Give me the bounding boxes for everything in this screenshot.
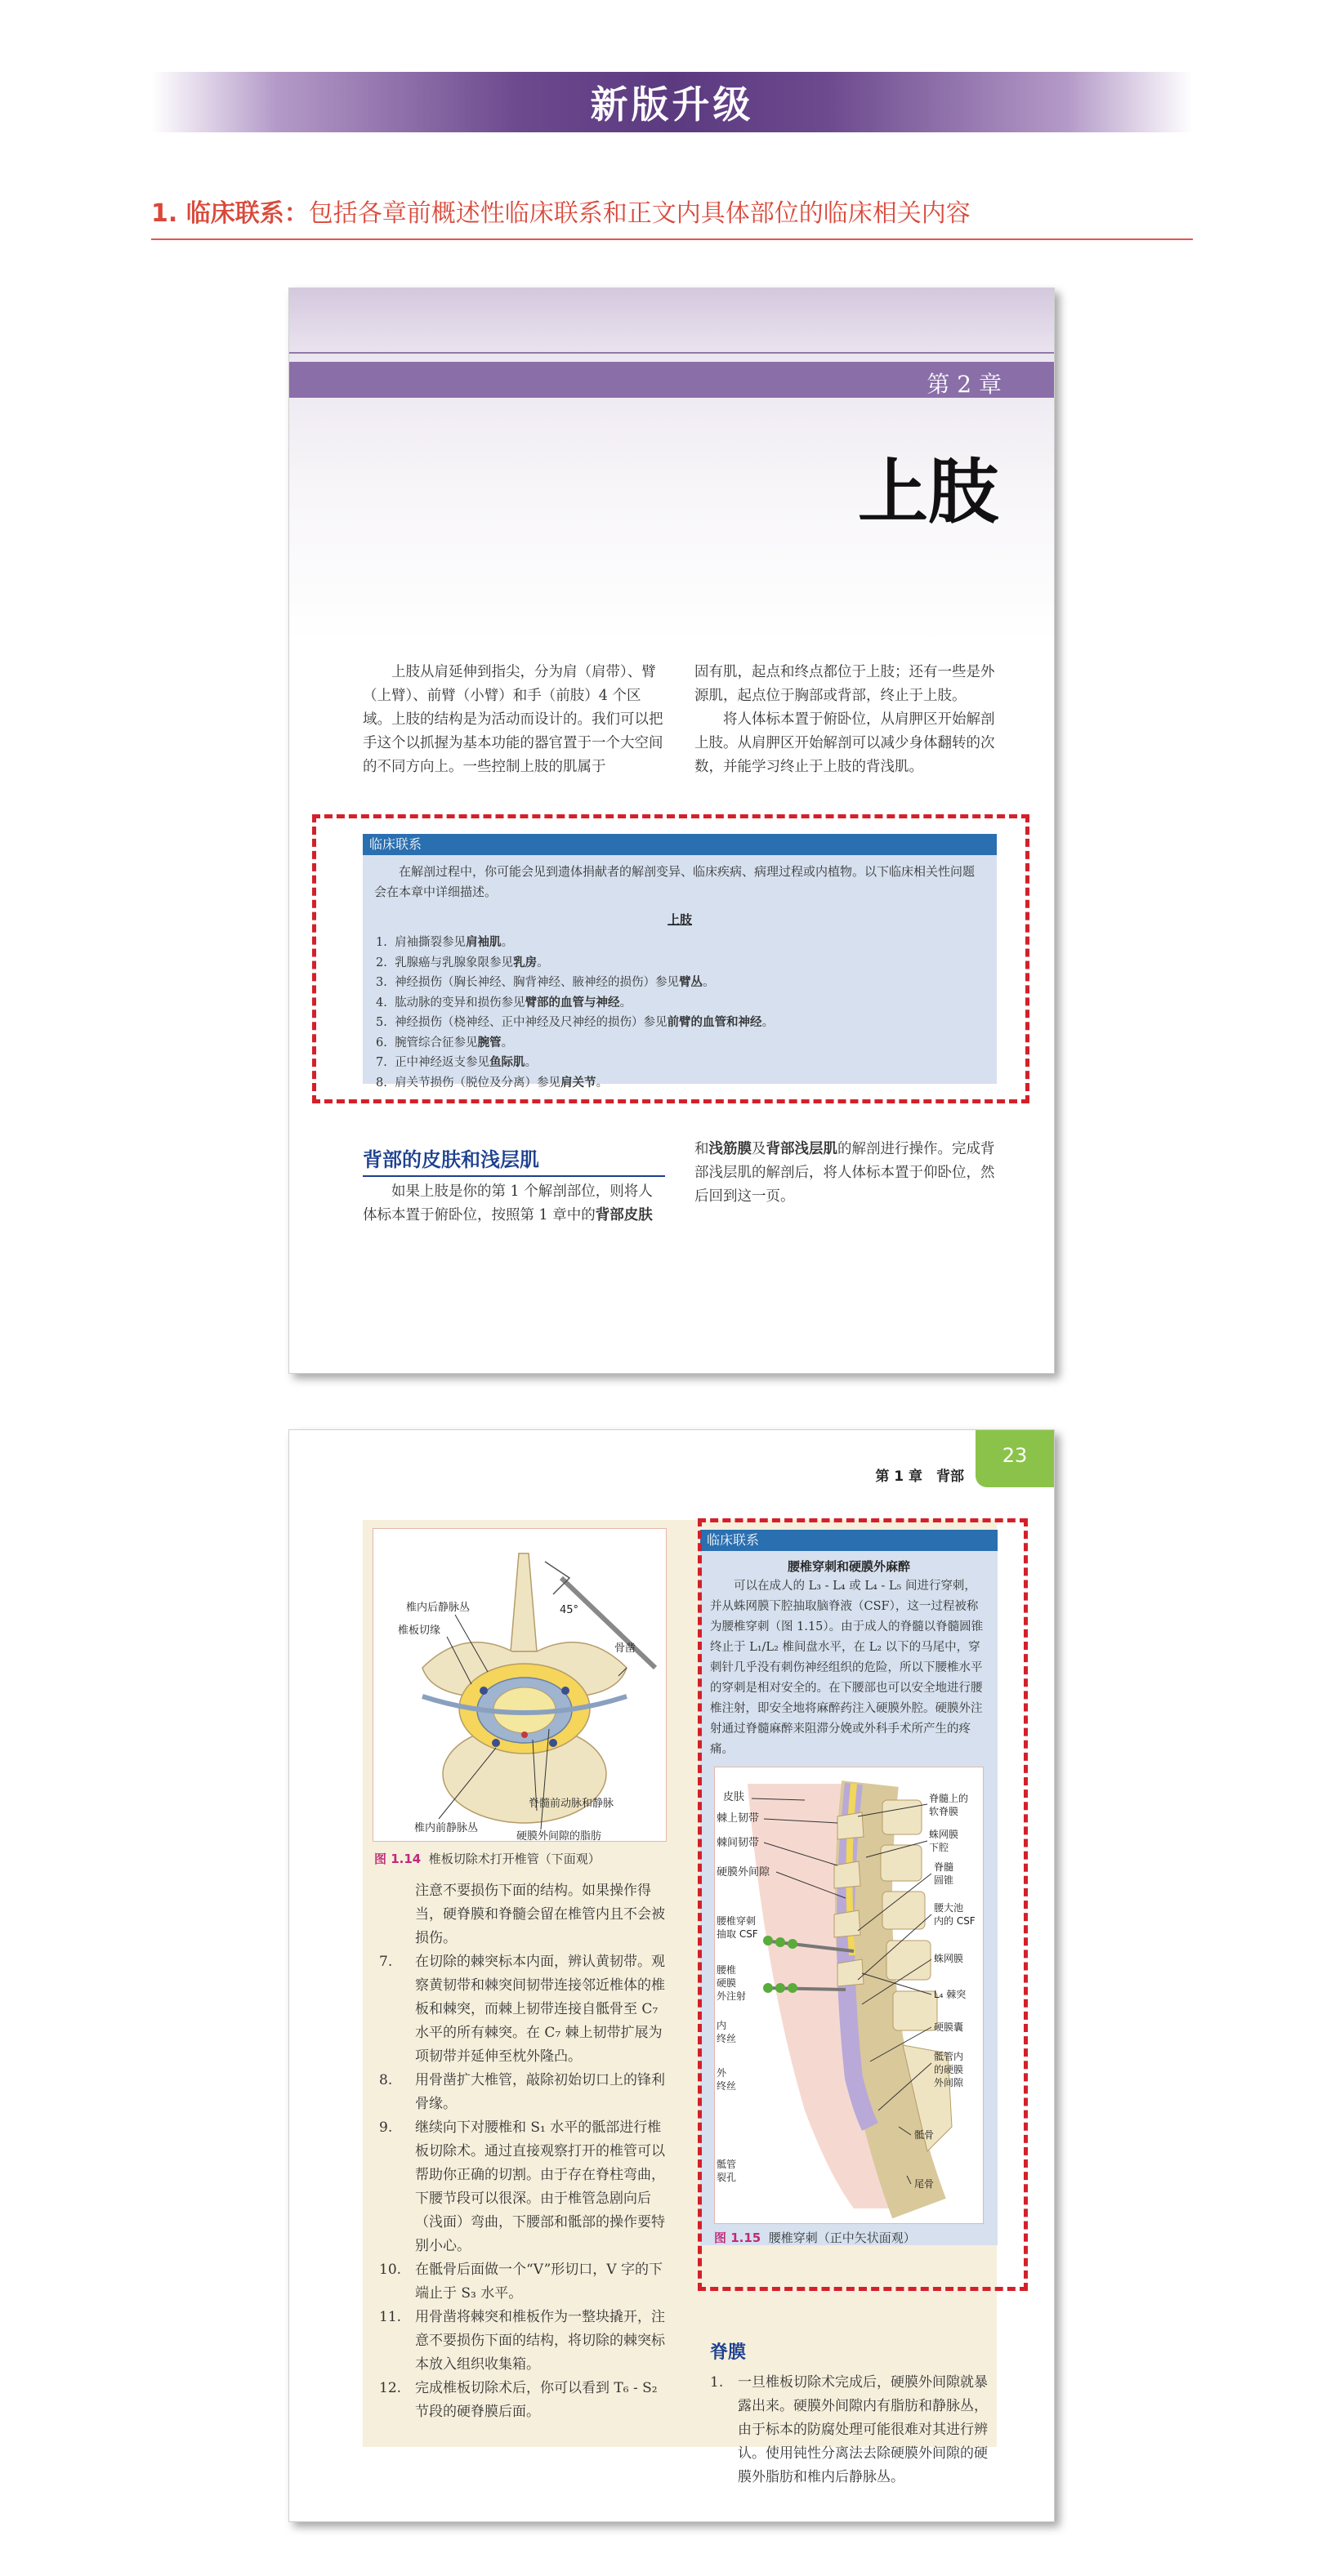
fig114-label: 椎板切缘	[398, 1624, 441, 1637]
section-description: 包括各章前概述性临床联系和正文内具体部位的临床相关内容	[308, 199, 971, 228]
fig115-label: 蛛网膜	[934, 1953, 964, 1964]
list-item: 8. 肩关节损伤（脱位及分离）参见肩关节。	[376, 1075, 609, 1090]
running-head: 第 1 章 背部	[875, 1468, 964, 1485]
figure-1-14-caption: 图 1.14 椎板切除术打开椎管（下面观）	[374, 1852, 601, 1866]
list-item: 8. 用骨凿扩大椎管，敲除初始切口上的锋利骨缘。	[379, 2072, 665, 2112]
list-item: 3. 神经损伤（胸长神经、胸背神经、腋神经的损伤）参见臂丛。	[376, 975, 715, 989]
section-heading	[151, 193, 1193, 240]
fig115-label: 腰椎	[717, 1964, 737, 1976]
fig115-label: 脊髓上的	[929, 1793, 969, 1804]
list-item: 9. 继续向下对腰椎和 S₁ 水平的骶部进行椎板切除术。通过直接观察打开的椎管可以帮助你正确的切割。由于存在脊柱弯曲，下腰节段可以很深。由于椎管急剧向后（浅面）弯曲，下腰部和骶部的操作要特别小心。	[379, 2119, 665, 2254]
fig114-label: 椎内前静脉丛	[414, 1822, 479, 1834]
body-left-text: 如果上肢是你的第 1 个解剖部位，则将人体标本置于俯卧位，按照第 1 章中的背部皮肤	[363, 1183, 653, 1223]
fig114-label: 脊髓前动脉和静脉	[529, 1798, 614, 1810]
fig115-label: 外注射	[717, 1990, 747, 2002]
fig114-label: 骨凿	[614, 1642, 636, 1655]
fig115-label: 内的 CSF	[934, 1915, 976, 1927]
fig114-label: 硬膜外间隙的脂肪	[516, 1830, 602, 1843]
page-number-tab: 23	[976, 1430, 1054, 1487]
fig115-label: 蛛网膜	[929, 1829, 959, 1840]
fig115-label: 硬膜囊	[934, 2021, 964, 2033]
fig115-label: 外	[717, 2067, 727, 2079]
list-item: 4. 肱动脉的变异和损伤参见臂部的血管与神经。	[376, 995, 632, 1009]
clinical-correlation-box	[363, 834, 997, 1090]
section-number: 1. 临床联系：	[151, 199, 309, 228]
list-item: 12. 完成椎板切除术后，你可以看到 T₆ - S₂ 节段的硬脊膜后面。	[379, 2380, 658, 2420]
figure-1-14	[373, 1528, 667, 1842]
fig115-label: 下腔	[929, 1842, 949, 1853]
fig114-label: 45°	[560, 1604, 579, 1616]
body-left-column	[363, 1180, 665, 1228]
fig115-label: 皮肤	[723, 1791, 745, 1803]
fig115-label: 的硬膜	[934, 2064, 964, 2075]
section-title-back-skin: 背部的皮肤和浅层肌	[363, 1143, 665, 1177]
fig115-label: 腰椎穿刺	[717, 1915, 757, 1927]
fig115-label: 硬膜外间隙	[717, 1866, 770, 1879]
fig115-label: 硬膜	[717, 1977, 737, 1989]
clinical-subtitle: 上肢	[667, 912, 692, 927]
list-item: 7. 正中神经返支参见鱼际肌。	[376, 1055, 538, 1069]
fig115-label: 终丝	[717, 2033, 737, 2044]
fig115-label: 终丝	[717, 2080, 737, 2092]
clinical-header: 临床联系	[363, 834, 997, 855]
fig115-label: 圆锥	[934, 1874, 954, 1886]
intro-left-text: 上肢从肩延伸到指尖，分为肩（肩带）、臂（上臂）、前臂（小臂）和手（前肢）4 个区域。上肢的结构是为活动而设计的。我们可以把手这个以抓握为基本功能的器官置于一个大空间的不同方向上。一些控制上肢的肌属于	[363, 664, 663, 775]
list-item: 6. 腕管综合征参见腕管。	[376, 1035, 514, 1050]
list-item: 10. 在骶骨后面做一个“V”形切口，V 字的下端止于 S₃ 水平。	[379, 2262, 663, 2302]
clinical-intro: 在解剖过程中，你可能会见到遗体捐献者的解剖变异、临床疾病、病理过程或内植物。以下临床相关性问题会在本章中详细描述。	[374, 864, 976, 899]
sample-page-23	[288, 1429, 1055, 2522]
clinical-title: 腰椎穿刺和硬膜外麻醉	[787, 1559, 910, 1574]
section-title-meninges: 脊膜	[710, 2342, 747, 2363]
banner-title: 新版升级	[590, 82, 754, 127]
intro-right-column	[694, 661, 997, 779]
fig115-label: L₄ 棘突	[934, 1989, 967, 2000]
fig115-label: 脊髓	[934, 1861, 954, 1873]
chapter-number: 第 2 章	[927, 371, 1002, 398]
upgrade-banner	[151, 72, 1193, 132]
meninges-text: 1. 一旦椎板切除术完成后，硬膜外间隙就暴露出来。硬膜外间隙内有脂肪和静脉丛，由于标本的防腐处理可能很难对其进行辨认。使用钝性分离法去除硬膜外间隙的硬膜外脂肪和椎内后静脉丛。	[710, 2374, 988, 2485]
clinical-header: 临床联系	[700, 1530, 998, 1551]
list-item: 1. 肩袖撕裂参见肩袖肌。	[376, 935, 514, 949]
fig115-label: 骶骨	[914, 2129, 935, 2141]
sample-page-chapter-2	[288, 287, 1055, 1374]
fig115-label: 棘间韧带	[717, 1837, 760, 1849]
clinical-text: 可以在成人的 L₃ - L₄ 或 L₄ - L₅ 间进行穿刺，并从蛛网膜下腔抽取脑脊液（CSF），这一过程被称为腰椎穿刺（图 1.15）。由于成人的脊髓以脊髓圆锥终止于 L₁/L₂ 椎间盘水平，在 L₂ 以下的马尾中，穿刺针几乎没有刺伤神经组织的危险，所以下腰椎水平的穿刺是相对安全的。在下腰部也可以安全地进行腰椎注射，即安全地将麻醉药注入硬膜外腔。硬膜外注射通过脊髓麻醉来阻滞分娩或外科手术所产生的疼痛。	[710, 1580, 984, 1756]
list-item: 5. 神经损伤（桡神经、正中神经及尺神经的损伤）参见前臂的血管和神经。	[376, 1015, 775, 1029]
fig115-label: 裂孔	[717, 2172, 737, 2183]
fig115-label: 尾骨	[914, 2178, 935, 2190]
vertebra-illustration	[373, 1529, 668, 1843]
fig115-label: 外间隙	[934, 2077, 964, 2088]
clinical-list	[363, 928, 997, 1093]
step-continuation: 注意不要损伤下面的结构。如果操作得当，硬脊膜和脊髓会留在椎管内且不会被损伤。	[415, 1883, 665, 1946]
fig115-label: 腰大池	[934, 1902, 964, 1914]
figure-1-15-caption: 图 1.15 腰椎穿刺（正中矢状面观）	[714, 2231, 916, 2245]
intro-right-text-2: 将人体标本置于俯卧位，从肩胛区开始解剖上肢。从肩胛区开始解剖可以减少身体翻转的次数，并能学习终止于上肢的背浅肌。	[694, 711, 995, 775]
list-item: 2. 乳腺癌与乳腺象限参见乳房。	[376, 955, 549, 969]
fig115-label: 棘上韧带	[717, 1812, 760, 1825]
fig115-label: 抽取 CSF	[717, 1928, 758, 1940]
fig115-label: 软脊膜	[929, 1806, 959, 1817]
body-right-column	[694, 1138, 997, 1209]
chapter-bar	[289, 362, 1054, 398]
procedure-steps	[379, 1879, 673, 2424]
highlight-box-clinical-2	[698, 1518, 1028, 2291]
fig114-label: 椎内后静脉丛	[406, 1602, 471, 1614]
intro-right-text-1: 固有肌，起点和终点都位于上肢；还有一些是外源肌，起点位于胸部或背部，终止于上肢。	[694, 664, 995, 704]
fig115-label: 内	[717, 2020, 727, 2031]
intro-left-column	[363, 661, 665, 779]
fig115-label: 骶管	[717, 2159, 737, 2170]
list-item: 7. 在切除的棘突标本内面，辨认黄韧带。观察黄韧带和棘突间韧带连接邻近椎体的椎板和棘突，而棘上韧带连接自骶骨至 C₇ 水平的所有棘突。在 C₇ 棘上韧带扩展为项韧带并延伸至枕外隆凸。	[379, 1954, 665, 2065]
header-rule	[289, 352, 1054, 354]
list-item: 11. 用骨凿将棘突和椎板作为一整块撬开，注意不要损伤下面的结构，将切除的棘突标本放入组织收集箱。	[379, 2309, 665, 2373]
chapter-title: 上肢	[858, 451, 998, 533]
body-right-text: 和浅筋膜及背部浅层肌的解剖进行操作。完成背部浅层肌的解剖后，将人体标本置于仰卧位，然后回到这一页。	[694, 1141, 995, 1205]
fig115-label: 骶管内	[934, 2051, 964, 2062]
